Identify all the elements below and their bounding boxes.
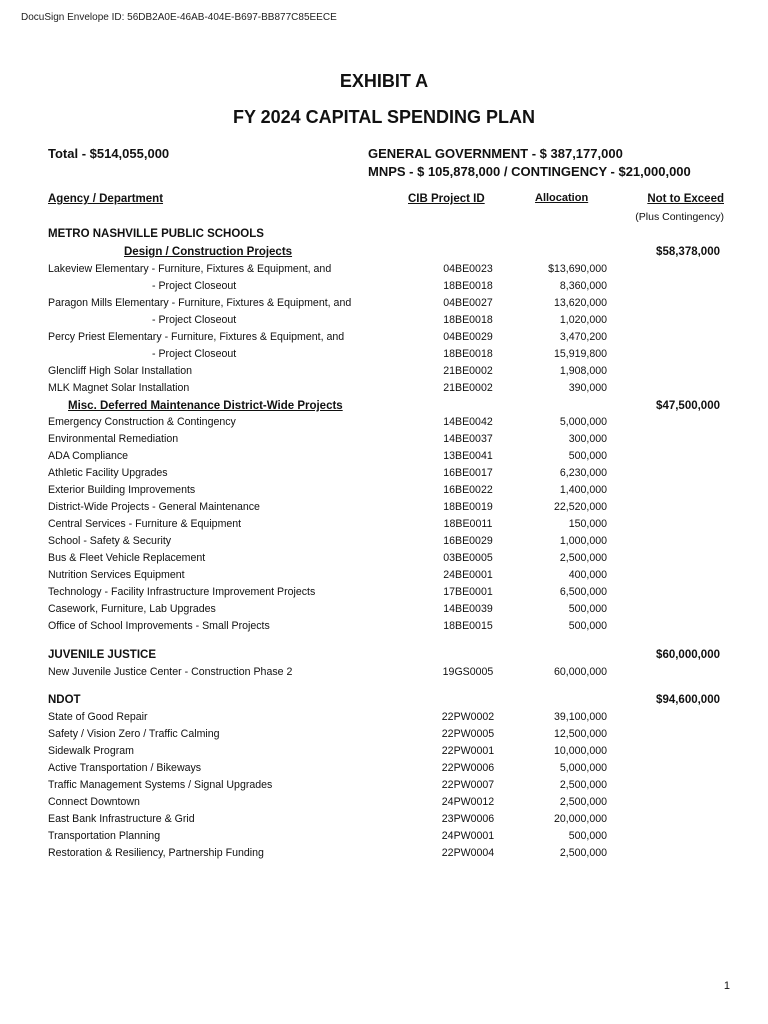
project-description: Connect Downtown	[48, 796, 140, 808]
table-row	[0, 382, 768, 399]
cib-project-id: 18BE0018	[443, 348, 493, 360]
project-description: MLK Magnet Solar Installation	[48, 382, 190, 394]
cib-project-id: 18BE0019	[443, 501, 493, 513]
allocation-amount: 15,919,800	[553, 348, 607, 360]
project-description: - Project Closeout	[152, 314, 237, 326]
allocation-amount: 5,000,000	[559, 762, 607, 774]
agency-header: Agency / Department	[48, 193, 164, 205]
cib-project-id: 18BE0011	[443, 518, 493, 530]
total-summary: Total - $514,055,000	[48, 146, 170, 161]
table-row	[0, 847, 768, 864]
project-description: Sidewalk Program	[48, 745, 134, 757]
allocation-amount: 2,500,000	[559, 779, 607, 791]
table-row	[0, 745, 768, 762]
cib-project-id: 04BE0023	[443, 263, 493, 275]
table-row	[0, 552, 768, 569]
cib-project-id: 24BE0001	[443, 569, 493, 581]
table-row	[0, 348, 768, 365]
allocation-amount: 1,400,000	[559, 484, 607, 496]
plan-title: FY 2024 CAPITAL SPENDING PLAN	[232, 107, 536, 127]
allocation-amount: 13,620,000	[553, 297, 607, 309]
project-description: Athletic Facility Upgrades	[48, 467, 168, 479]
table-row	[0, 467, 768, 484]
allocation-amount: 6,500,000	[559, 586, 607, 598]
table-row	[0, 830, 768, 847]
cib-project-id: 24PW0001	[441, 830, 495, 842]
allocation-amount: 3,470,200	[559, 331, 607, 343]
project-description: Glencliff High Solar Installation	[48, 365, 193, 377]
table-row	[0, 779, 768, 796]
cib-project-id: 22PW0006	[441, 762, 495, 774]
project-description: Emergency Construction & Contingency	[48, 416, 236, 428]
cib-project-id: 14BE0039	[443, 603, 493, 615]
allocation-amount: 390,000	[568, 382, 607, 394]
project-description: Traffic Management Systems / Signal Upgrades	[48, 779, 273, 791]
allocation-amount: 5,000,000	[559, 416, 607, 428]
table-row	[0, 586, 768, 603]
allocation-amount: 400,000	[568, 569, 607, 581]
table-row	[0, 603, 768, 620]
exhibit-title: EXHIBIT A	[339, 71, 429, 91]
table-row	[0, 796, 768, 813]
project-description: School - Safety & Security	[48, 535, 172, 547]
cib-project-id: 24PW0012	[441, 796, 495, 808]
project-description: Bus & Fleet Vehicle Replacement	[48, 552, 206, 564]
allocation-amount: 60,000,000	[553, 666, 607, 678]
table-row	[0, 762, 768, 779]
cib-project-id: 16BE0022	[443, 484, 493, 496]
table-row	[0, 331, 768, 348]
table-row	[0, 728, 768, 745]
allocation-amount: 1,908,000	[559, 365, 607, 377]
cib-project-id: 18BE0015	[443, 620, 493, 632]
project-description: Active Transportation / Bikeways	[48, 762, 202, 774]
table-row	[0, 365, 768, 382]
project-description: Environmental Remediation	[48, 433, 179, 445]
allocation-amount: 8,360,000	[559, 280, 607, 292]
project-description: Central Services - Furniture & Equipment	[48, 518, 242, 530]
project-description: Office of School Improvements - Small Projects	[48, 620, 270, 632]
cib-project-id: 21BE0002	[443, 365, 493, 377]
table-row	[0, 666, 768, 683]
cib-project-id: 14BE0042	[443, 416, 493, 428]
cib-project-id: 19GS0005	[442, 666, 494, 678]
project-description: Percy Priest Elementary - Furniture, Fixtures & Equipment, and	[48, 331, 345, 343]
section-juvenile-justice: JUVENILE JUSTICE	[48, 649, 156, 661]
allocation-amount: 2,500,000	[559, 552, 607, 564]
subsection-design-construction: Design / Construction Projects	[124, 246, 293, 258]
allocation-amount: 10,000,000	[553, 745, 607, 757]
cib-project-id: 23PW0006	[441, 813, 495, 825]
nte-misc-deferred: $47,500,000	[656, 400, 720, 412]
cib-project-id: 14BE0037	[443, 433, 493, 445]
table-row	[0, 569, 768, 586]
allocation-amount: 500,000	[568, 620, 607, 632]
cib-project-id: 21BE0002	[443, 382, 493, 394]
allocation-amount: $13,690,000	[548, 263, 607, 275]
allocation-amount: 6,230,000	[559, 467, 607, 479]
nte-header: Not to Exceed	[647, 193, 724, 205]
allocation-amount: 2,500,000	[559, 796, 607, 808]
general-government-summary: GENERAL GOVERNMENT - $ 387,177,000	[368, 146, 623, 161]
project-description: Safety / Vision Zero / Traffic Calming	[48, 728, 220, 740]
allocation-amount: 39,100,000	[553, 711, 607, 723]
table-row	[0, 620, 768, 637]
project-description: State of Good Repair	[48, 711, 148, 723]
table-row	[0, 535, 768, 552]
allocation-amount: 150,000	[568, 518, 607, 530]
allocation-amount: 1,000,000	[559, 535, 607, 547]
cib-project-id: 16BE0017	[443, 467, 493, 479]
section-mnps: METRO NASHVILLE PUBLIC SCHOOLS	[48, 228, 264, 240]
nte-ndot: $94,600,000	[656, 694, 720, 706]
table-row	[0, 711, 768, 728]
cib-project-id: 03BE0005	[443, 552, 493, 564]
nte-juvenile-justice: $60,000,000	[656, 649, 720, 661]
table-row	[0, 314, 768, 331]
cib-header: CIB Project ID	[408, 193, 485, 205]
allocation-amount: 500,000	[568, 603, 607, 615]
cib-project-id: 22PW0005	[441, 728, 495, 740]
project-description: ADA Compliance	[48, 450, 129, 462]
cib-project-id: 04BE0029	[443, 331, 493, 343]
project-description: East Bank Infrastructure & Grid	[48, 813, 195, 825]
allocation-amount: 300,000	[568, 433, 607, 445]
page-number: 1	[723, 980, 730, 992]
cib-project-id: 17BE0001	[443, 586, 493, 598]
allocation-amount: 2,500,000	[559, 847, 607, 859]
table-row	[0, 501, 768, 518]
allocation-amount: 12,500,000	[553, 728, 607, 740]
project-description: Nutrition Services Equipment	[48, 569, 185, 581]
table-row	[0, 433, 768, 450]
allocation-amount: 500,000	[568, 830, 607, 842]
project-description: Restoration & Resiliency, Partnership Funding	[48, 847, 264, 859]
project-description: Technology - Facility Infrastructure Improvement Projects	[48, 586, 316, 598]
table-row	[0, 263, 768, 280]
allocation-amount: 22,520,000	[553, 501, 607, 513]
envelope-id: DocuSign Envelope ID: 56DB2A0E-46AB-404E-B697-BB877C85EECE	[21, 12, 337, 23]
table-row	[0, 280, 768, 297]
cib-project-id: 04BE0027	[443, 297, 493, 309]
table-row	[0, 518, 768, 535]
nte-subheader: (Plus Contingency)	[635, 211, 724, 223]
mnps-summary: MNPS - $ 105,878,000 / CONTINGENCY - $21,000,000	[368, 164, 691, 179]
table-row	[0, 813, 768, 830]
project-description: Exterior Building Improvements	[48, 484, 196, 496]
table-row	[0, 484, 768, 501]
project-description: Transportation Planning	[48, 830, 161, 842]
cib-project-id: 22PW0001	[441, 745, 495, 757]
allocation-header: Allocation	[535, 192, 589, 204]
table-row	[0, 416, 768, 433]
cib-project-id: 13BE0041	[443, 450, 493, 462]
cib-project-id: 22PW0007	[441, 779, 495, 791]
section-ndot: NDOT	[48, 694, 81, 706]
allocation-amount: 500,000	[568, 450, 607, 462]
cib-project-id: 16BE0029	[443, 535, 493, 547]
project-description: District-Wide Projects - General Maintenance	[48, 501, 260, 513]
allocation-amount: 1,020,000	[559, 314, 607, 326]
project-description: New Juvenile Justice Center - Construction Phase 2	[48, 666, 293, 678]
cib-project-id: 22PW0004	[441, 847, 495, 859]
cib-project-id: 22PW0002	[441, 711, 495, 723]
project-description: Paragon Mills Elementary - Furniture, Fixtures & Equipment, and	[48, 297, 352, 309]
subsection-misc-deferred: Misc. Deferred Maintenance District-Wide Projects	[68, 400, 343, 412]
project-description: - Project Closeout	[152, 348, 237, 360]
allocation-amount: 20,000,000	[553, 813, 607, 825]
project-description: Lakeview Elementary - Furniture, Fixtures & Equipment, and	[48, 263, 332, 275]
nte-design-construction: $58,378,000	[656, 246, 720, 258]
cib-project-id: 18BE0018	[443, 314, 493, 326]
cib-project-id: 18BE0018	[443, 280, 493, 292]
table-row	[0, 297, 768, 314]
table-row	[0, 450, 768, 467]
project-description: - Project Closeout	[152, 280, 237, 292]
project-description: Casework, Furniture, Lab Upgrades	[48, 603, 216, 615]
